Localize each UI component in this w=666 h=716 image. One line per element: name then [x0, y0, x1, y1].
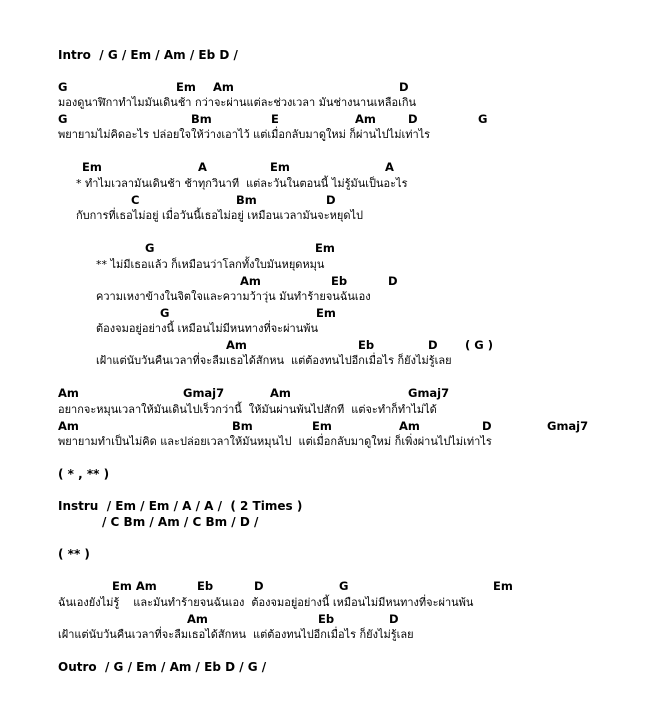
chord: G	[145, 241, 155, 255]
chord: D	[389, 612, 399, 626]
chord: D	[326, 193, 336, 207]
chord: G	[339, 579, 349, 593]
chord: Bm	[236, 193, 257, 207]
chord: Bm	[191, 112, 212, 126]
lyric-line: เฝ้าแต่นับวันคืนเวลาที่จะลืมเธอได้สักหน แต่ต้องทนไปอีกเมื่อไร ก็ยังไม่รู้เลย	[58, 628, 414, 641]
chord: Em Am	[112, 579, 157, 593]
repeat-marker: ( ** )	[58, 547, 90, 561]
chord: E	[271, 112, 279, 126]
outro-line: Outro / G / Em / Am / Eb D / G /	[58, 660, 267, 674]
chord: Eb	[318, 612, 335, 626]
chord: Em	[270, 160, 290, 174]
lyric-line: กับการที่เธอไม่อยู่ เมื่อวันนี้เธอไม่อยู่ เหมือนเวลามันจะหยุดไป	[76, 209, 364, 222]
chord: Am	[187, 612, 208, 626]
chord: Gmaj7	[547, 419, 589, 433]
lyric-line: พยายามไม่คิดอะไร ปล่อยใจให้ว่างเอาไว้ แต่เมื่อกลับมาดูใหม่ ก็ผ่านไปไม่เท่าไร	[58, 128, 431, 141]
chord: Em	[493, 579, 513, 593]
chord: Em	[316, 306, 336, 320]
chord: Eb	[331, 274, 348, 288]
chord: A	[385, 160, 394, 174]
lyric-line: อยากจะหมุนเวลาให้มันเดินไปเร็วกว่านี้ ให้มันผ่านพ้นไปสักที แต่จะทำก็ทำไม่ได้	[58, 403, 437, 416]
lyric-line: เฝ้าแต่นับวันคืนเวลาที่จะลืมเธอได้สักหน แต่ต้องทนไปอีกเมื่อไร ก็ยังไม่รู้เลย	[96, 354, 452, 367]
lyric-line: ความเหงาข้างในจิตใจและความว้าวุ่น มันทำร้ายจนฉันเอง	[96, 290, 371, 303]
chord: D	[399, 80, 409, 94]
chord: Em	[176, 80, 196, 94]
chord: A	[198, 160, 207, 174]
instru-line: / C Bm / Am / C Bm / D /	[102, 515, 259, 529]
chord: Em	[312, 419, 332, 433]
chord: D	[428, 338, 438, 352]
chord: G	[58, 112, 68, 126]
chord: Am	[58, 419, 79, 433]
intro-line: Intro / G / Em / Am / Eb D /	[58, 48, 238, 62]
chord: G	[58, 80, 68, 94]
lyric-line: * ทำไมเวลามันเดินช้า ช้าทุกวินาที แต่ละวันในตอนนี้ ไม่รู้มันเป็นอะไร	[76, 177, 408, 190]
chord: D	[254, 579, 264, 593]
lyric-line: ** ไม่มีเธอแล้ว ก็เหมือนว่าโลกทั้งใบมันหยุดหมุน	[96, 258, 325, 271]
instru-line: Instru / Em / Em / A / A / ( 2 Times )	[58, 499, 303, 513]
chord: Am	[58, 386, 79, 400]
chord: Am	[399, 419, 420, 433]
chord: Gmaj7	[408, 386, 450, 400]
lyric-line: มองดูนาฬิกาทำไมมันเดินช้า กว่าจะผ่านแต่ละช่วงเวลา มันช่างนานเหลือเกิน	[58, 96, 417, 109]
chord: Eb	[358, 338, 375, 352]
chord: Am	[270, 386, 291, 400]
chord: Am	[226, 338, 247, 352]
repeat-marker: ( * , ** )	[58, 467, 110, 481]
chord: G	[160, 306, 170, 320]
lyric-line: ต้องจมอยู่อย่างนี้ เหมือนไม่มีหนทางที่จะผ่านพ้น	[96, 322, 318, 335]
chord: Em	[82, 160, 102, 174]
chord: G	[478, 112, 488, 126]
chord: C	[131, 193, 140, 207]
chord: Am	[213, 80, 234, 94]
chord: D	[408, 112, 418, 126]
chord: D	[482, 419, 492, 433]
chord: Em	[315, 241, 335, 255]
chord: Bm	[232, 419, 253, 433]
chord: D	[388, 274, 398, 288]
chord: Gmaj7	[183, 386, 225, 400]
chord: Eb	[197, 579, 214, 593]
lyric-line: พยายามทำเป็นไม่คิด และปล่อยเวลาให้มันหมุนไป แต่เมื่อกลับมาดูใหม่ ก็เพิ่งผ่านไปไม่เท่าไร	[58, 435, 492, 448]
chord: ( G )	[465, 338, 493, 352]
lyric-line: ฉันเองยังไม่รู้ และมันทำร้ายจนฉันเอง ต้องจมอยู่อย่างนี้ เหมือนไม่มีหนทางที่จะผ่านพ้น	[58, 596, 474, 609]
chord: Am	[240, 274, 261, 288]
chord: Am	[355, 112, 376, 126]
